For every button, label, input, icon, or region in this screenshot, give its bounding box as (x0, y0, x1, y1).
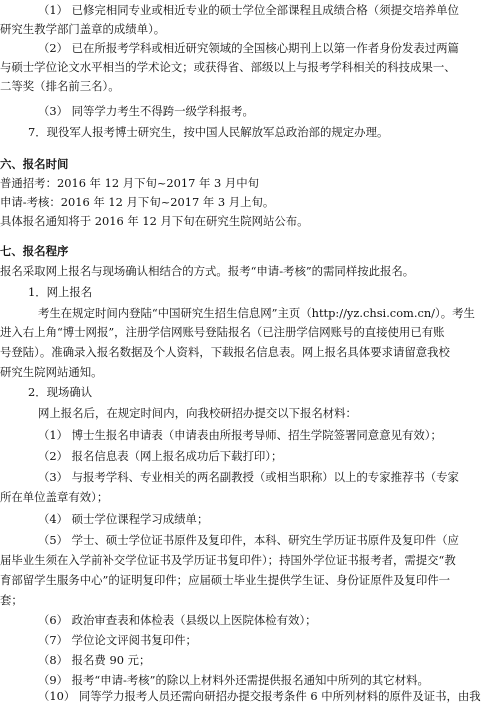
material-7: （7） 学位论文评阅书复印件； (38, 633, 197, 647)
material-2: （2） 报名信息表（网上报名成功后下载打印）； (38, 449, 283, 463)
online-line-4: 研究生院网站通知。 (0, 365, 103, 379)
section-6-heading: 六、报名时间 (0, 157, 69, 171)
item-1-line-1: （1） 已修完相同专业或相近专业的硕士学位全部课程且成绩合格（须提交培养单位 (38, 3, 459, 17)
item-2-line-3: 二等奖（排名前三名）。 (0, 79, 120, 93)
material-8: （8） 报名费 90 元； (38, 653, 151, 667)
material-5-line-1: （5） 学士、硕士学位证书原件及复印件，本科、研究生学历证书原件及复印件（应 (38, 533, 459, 547)
item-2-line-2: 与硕士学位论文水平相当的学术论文；或获得省、部级以上与报考学科相关的科技成果一、 (0, 60, 456, 74)
item-1-line-2: 研究生教学部门盖章的成绩单）。 (0, 22, 166, 36)
online-line-1: 考生在规定时间内登陆“中国研究生招生信息网”主页（http://yz.chsi.com.cn/）。考生 (38, 306, 475, 320)
item-2-line-1: （2） 已在所报考学科或相近研究领域的全国核心期刊上以第一作者身份发表过两篇 (38, 41, 459, 55)
material-4: （4） 硕士学位课程学习成绩单； (38, 512, 209, 526)
schedule-apply: 申请-考核：2016 年 12 月下旬~2017 年 3 月上旬。 (0, 195, 275, 209)
onsite-intro: 网上报名后，在规定时间内，向我校研招办提交以下报名材料： (38, 406, 357, 420)
onsite-heading: 2．现场确认 (28, 385, 93, 399)
material-6: （6） 政治审查表和体检表（县级以上医院体检有效）； (38, 613, 317, 627)
item-7-line: 7．现役军人报考博士研究生，按中国人民解放军总政治部的规定办理。 (28, 125, 389, 139)
material-9: （9） 报考“申请-考核”的除以上材料外还需提供报名通知中所列的其它材料。 (38, 673, 429, 687)
material-1: （1） 博士生报名申请表（申请表由所报考导师、招生学院签署同意意见有效）； (38, 428, 442, 442)
schedule-notice: 具体报名通知将于 2016 年 12 月下旬在研究生院网站公布。 (0, 214, 309, 228)
section-7-heading: 七、报名程序 (0, 244, 69, 258)
online-line-3: 号登陆）。准确录入报名数据及个人资料，下载报名信息表。网上报名具体要求请留意我校 (0, 345, 450, 359)
schedule-general: 普通招考：2016 年 12 月下旬~2017 年 3 月中旬 (0, 176, 260, 190)
material-5-line-3: 育部留学生服务中心”的证明复印件；应届硕士毕业生提供学生证、身份证原件及复印件一 (0, 573, 451, 587)
material-5-line-2: 届毕业生须在入学前补交学位证书及学历证书复印件）；持国外学位证书报考者，需提交“教 (0, 553, 456, 567)
online-line-2: 进入右上角“博士网报”，注册学信网账号登陆报名（已注册学信网账号的直接使用已有账 (0, 325, 445, 339)
material-5-line-4: 套； (0, 593, 23, 607)
procedure-intro: 报名采取网上报名与现场确认相结合的方式。报考“申请-考核”的需同样按此报名。 (0, 264, 415, 278)
online-heading: 1．网上报名 (28, 285, 93, 299)
material-10: （10） 同等学力报考人员还需向研招办提交报考条件 6 中所列材料的原件及证书，由我 (38, 689, 481, 703)
material-3-line-2: 所在单位盖章有效）； (0, 490, 109, 504)
material-3-line-1: （3） 与报考学科、专业相关的两名副教授（或相当职称）以上的专家推荐书（专家 (38, 470, 459, 484)
item-3-line-1: （3） 同等学力考生不得跨一级学科报考。 (38, 104, 254, 118)
